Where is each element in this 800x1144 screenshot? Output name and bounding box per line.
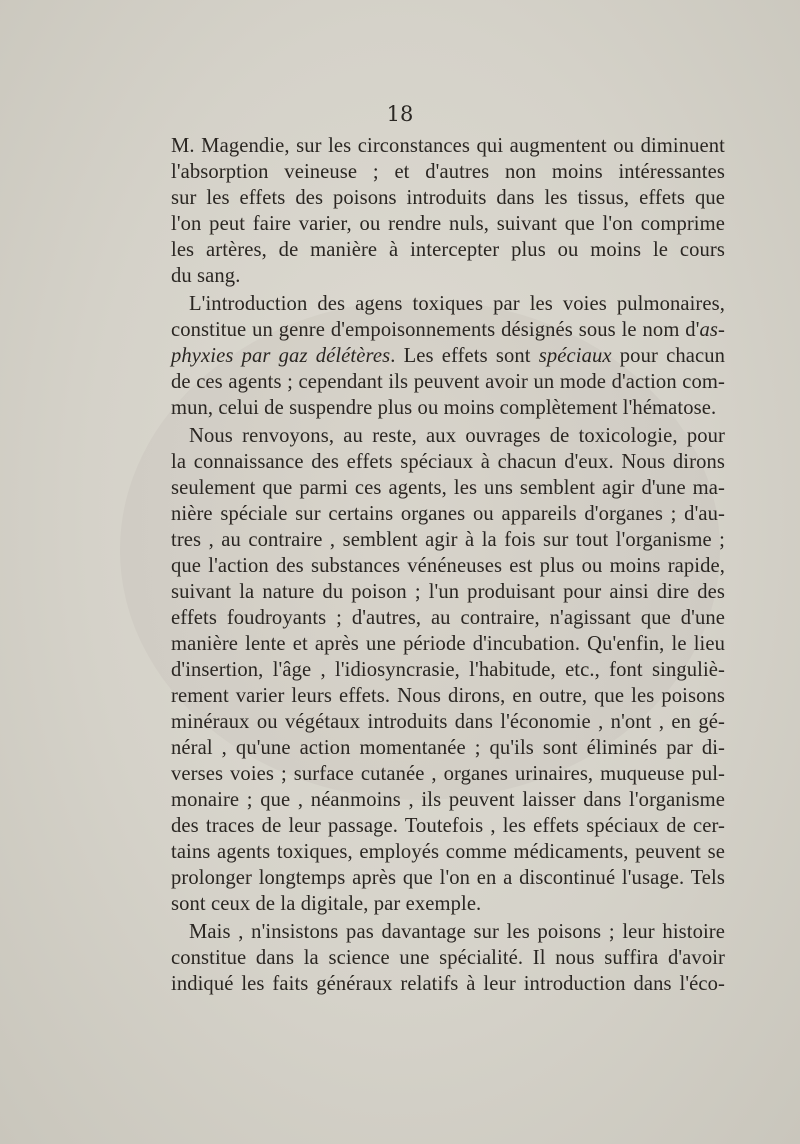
text-line [171, 263, 725, 289]
text-line [171, 579, 725, 605]
italic-text: spéciaux [538, 345, 612, 367]
text-line [171, 395, 725, 421]
text-line [171, 423, 725, 449]
text-line [171, 761, 725, 787]
line-text: néral , qu'une action momentanée ; qu'ils sont éliminés par di- [171, 737, 725, 759]
italic-text: as- [699, 319, 725, 341]
line-text: monaire ; que , néanmoins , ils peuvent laisser dans l'organisme [171, 789, 725, 811]
text-line [171, 891, 725, 917]
text-line [171, 813, 725, 839]
line-text: suivant la nature du poison ; l'un produisant pour ainsi dire des [171, 581, 725, 603]
body-text [171, 133, 725, 997]
line-text: les artères, de manière à intercepter plus ou moins le cours [171, 239, 725, 261]
text-line [171, 683, 725, 709]
text-line [171, 735, 725, 761]
line-text: l'absorption veineuse ; et d'autres non moins intéressantes [171, 161, 725, 183]
text-line [171, 317, 725, 343]
line-text: l'on peut faire varier, ou rendre nuls, suivant que l'on comprime [171, 213, 725, 235]
text-line [171, 501, 725, 527]
italic-text: phyxies par gaz délétères [171, 345, 391, 367]
page-number: 18 [386, 102, 414, 126]
line-text: mun, celui de suspendre plus ou moins complètement l'hématose. [171, 397, 717, 419]
line-text: Mais , n'insistons pas davantage sur les poisons ; leur histoire [189, 921, 725, 943]
line-text: seulement que parmi ces agents, les uns semblent agir d'une ma- [171, 477, 725, 499]
text-line [171, 787, 725, 813]
line-text: du sang. [171, 265, 241, 287]
line-text: . Les effets sont [390, 345, 539, 367]
paragraph [171, 133, 725, 289]
text-line [171, 839, 725, 865]
line-text: M. Magendie, sur les circonstances qui augmentent ou diminuent [171, 135, 725, 157]
line-text: constitue dans la science une spécialité. Il nous suffira d'avoir [171, 947, 725, 969]
text-line [171, 971, 725, 997]
text-line [171, 291, 725, 317]
line-text: effets foudroyants ; d'autres, au contraire, n'agissant que d'une [171, 607, 725, 629]
text-line [171, 343, 725, 369]
text-line [171, 945, 725, 971]
line-text: verses voies ; surface cutanée , organes urinaires, muqueuse pul- [171, 763, 725, 785]
text-line [171, 159, 725, 185]
text-line [171, 369, 725, 395]
text-line [171, 211, 725, 237]
text-line [171, 865, 725, 891]
line-text: sur les effets des poisons introduits dans les tissus, effets que [171, 187, 725, 209]
line-text: la connaissance des effets spéciaux à chacun d'eux. Nous dirons [171, 451, 725, 473]
text-line [171, 237, 725, 263]
line-text: tains agents toxiques, employés comme médicaments, peuvent se [171, 841, 725, 863]
line-text: manière lente et après une période d'incubation. Qu'enfin, le lieu [171, 633, 725, 655]
text-line [171, 605, 725, 631]
paragraph [171, 423, 725, 917]
line-text: pour chacun [611, 345, 725, 367]
text-line [171, 709, 725, 735]
line-text: constitue un genre d'empoisonnements désignés sous le nom d' [171, 319, 700, 341]
text-line [171, 133, 725, 159]
text-line [171, 475, 725, 501]
line-text: de ces agents ; cependant ils peuvent avoir un mode d'action com- [171, 371, 725, 393]
text-line [171, 527, 725, 553]
line-text: rement varier leurs effets. Nous dirons, en outre, que les poisons [171, 685, 725, 707]
line-text: Nous renvoyons, au reste, aux ouvrages de toxicologie, pour [189, 425, 725, 447]
line-text: d'insertion, l'âge , l'idiosyncrasie, l'habitude, etc., font singuliè- [171, 659, 725, 681]
paragraph [171, 291, 725, 421]
line-text: tres , au contraire , semblent agir à la fois sur tout l'organisme ; [171, 529, 725, 551]
line-text: nière spéciale sur certains organes ou appareils d'organes ; d'au- [171, 503, 725, 525]
line-text: minéraux ou végétaux introduits dans l'économie , n'ont , en gé- [171, 711, 725, 733]
text-line [171, 657, 725, 683]
line-text: que l'action des substances vénéneuses est plus ou moins rapide, [171, 555, 725, 577]
line-text: des traces de leur passage. Toutefois , les effets spéciaux de cer- [171, 815, 725, 837]
text-line [171, 631, 725, 657]
line-text: L'introduction des agens toxiques par les voies pulmonaires, [189, 293, 725, 315]
text-line [171, 553, 725, 579]
paragraph [171, 919, 725, 997]
line-text: sont ceux de la digitale, par exemple. [171, 893, 482, 915]
line-text: prolonger longtemps après que l'on en a discontinué l'usage. Tels [171, 867, 725, 889]
line-text: indiqué les faits généraux relatifs à leur introduction dans l'éco- [171, 973, 725, 995]
text-line [171, 449, 725, 475]
text-line [171, 919, 725, 945]
text-line [171, 185, 725, 211]
